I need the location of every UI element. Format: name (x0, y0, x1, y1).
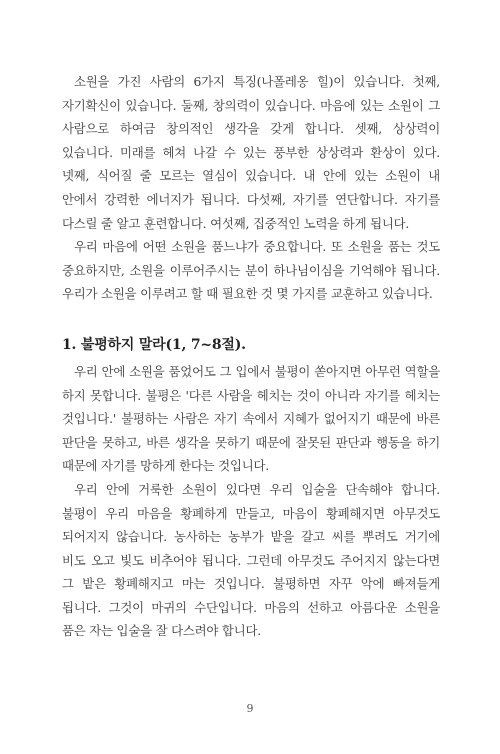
section-heading: 1. 불평하지 말라(1, 7~8절). (62, 336, 246, 353)
paragraph-guard-lips: 우리 안에 거룩한 소원이 있다면 우리 입술을 단속해야 합니다. 불평이 우리 마음을 황폐하게 만들고, 마음이 황폐해지면 아무것도 되어지지 않습니다. 농사하는 농부가 밭을 갈고 씨를 뿌려도 거기에 비도 오고 빛도 비추어야 됩니다. 그런데 아무것도 주어지지 않는다면 그 밭은 황폐해지고 마는 것입니다. 불평하면 자꾸 악에 빠져들게 됩니다. 그것이 마귀의 수단입니다. 마음의 선하고 아름다운 소원을 품은 자는 입술을 잘 다스려야 합니다. (62, 481, 440, 639)
page-body (62, 70, 440, 643)
paragraph-complaint: 우리 안에 소원을 품었어도 그 입에서 불평이 쏟아지면 아무런 역할을 하지 못합니다. 불평은 '다른 사람을 헤치는 것이 아니라 자기를 헤치는 것입니다.' 불평하는 사람은 자기 속에서 지혜가 없어지기 때문에 바른 판단을 못하고, 바른 생각을 못하기 때문에 잘못된 판단과 행동을 하기 때문에 자기를 망하게 한다는 것입니다. (62, 363, 440, 474)
paragraph-six-traits: 소원을 가진 사람의 6가지 특징(나폴레옹 힐)이 있습니다. 첫째, 자기확신이 있습니다. 둘째, 창의력이 있습니다. 마음에 있는 소원이 그 사람으로 하여금 창의적인 생각을 갖게 합니다. 셋째, 상상력이 있습니다. 미래를 헤쳐 나갈 수 있는 풍부한 상상력과 환상이 있다. 넷째, 식어질 줄 모르는 열심이 있습니다. 내 안에 있는 소원이 내 안에서 강력한 에너지가 됩니다. 다섯째, 자기를 연단합니다. 자기를 다스릴 줄 알고 훈련합니다. 여섯째, 집중적인 노력을 하게 됩니다. (62, 74, 440, 231)
page-number: 9 (246, 702, 254, 715)
paragraph-what-wish: 우리 마음에 어떤 소원을 품느냐가 중요합니다. 또 소원을 품는 것도 중요하지만, 소원을 이루어주시는 분이 하나님이심을 기억해야 됩니다. 우리가 소원을 이루려고 할 때 필요한 것 몇 가지를 교훈하고 있습니다. (62, 239, 440, 302)
